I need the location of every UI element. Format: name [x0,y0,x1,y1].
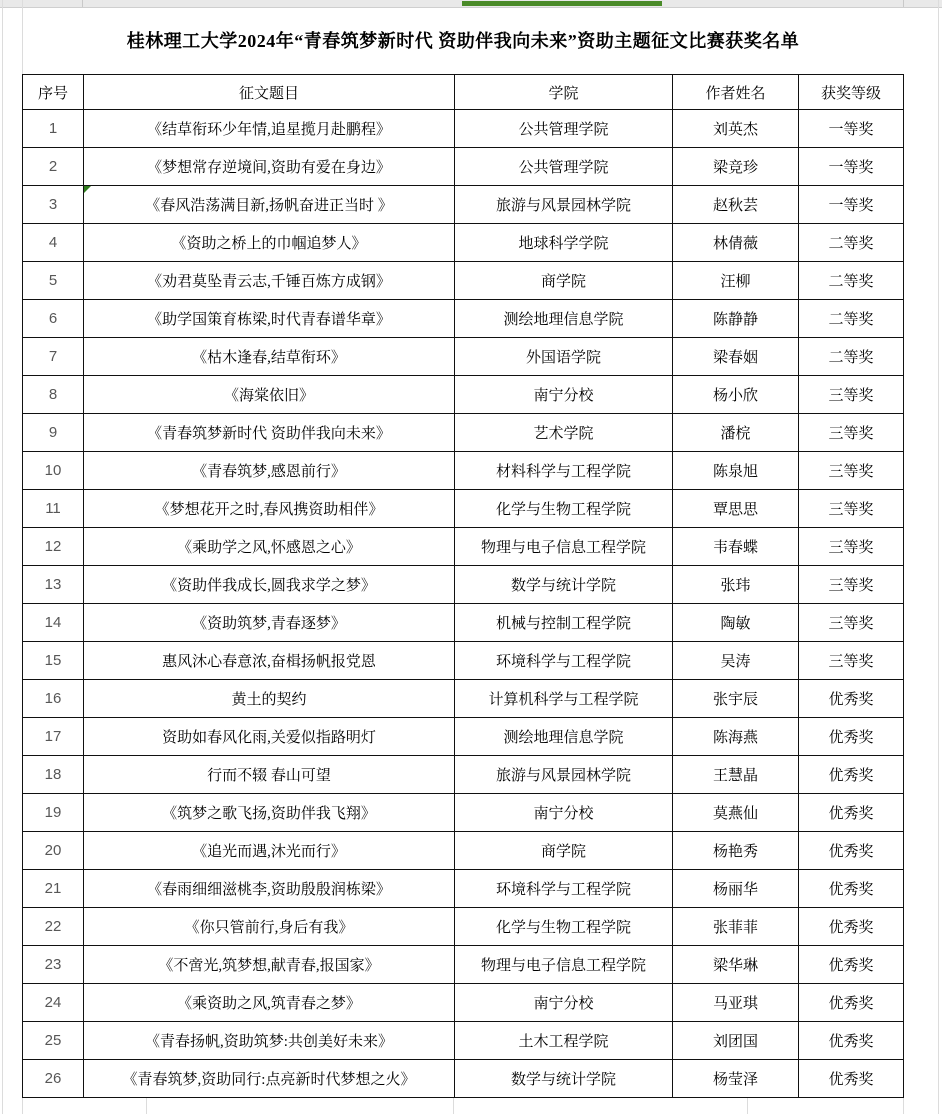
cell-author[interactable]: 杨艳秀 [673,832,799,870]
cell-title[interactable]: 《筑梦之歌飞扬,资助伴我飞翔》 [84,794,455,832]
cell-no[interactable]: 9 [23,414,84,452]
cell-no[interactable]: 3 [23,186,84,224]
cell-no[interactable]: 10 [23,452,84,490]
cell-no[interactable]: 11 [23,490,84,528]
cell-title[interactable]: 《海棠依旧》 [84,376,455,414]
cell-author[interactable]: 林倩薇 [673,224,799,262]
table-row [23,490,904,528]
cell-college[interactable]: 材料科学与工程学院 [455,452,673,490]
gridline [2,0,3,1114]
cell-college[interactable]: 南宁分校 [455,984,673,1022]
gridline [938,0,939,1114]
table-row [23,604,904,642]
cell-author[interactable]: 梁华琳 [673,946,799,984]
cell-author[interactable]: 陶敏 [673,604,799,642]
table-row [23,414,904,452]
cell-title[interactable]: 《青春扬帆,资助筑梦:共创美好未来》 [84,1022,455,1060]
cell-author[interactable]: 陈泉旭 [673,452,799,490]
cell-award[interactable]: 三等奖 [799,566,904,604]
cell-author[interactable]: 杨丽华 [673,870,799,908]
cell-author[interactable]: 潘梡 [673,414,799,452]
cell-award[interactable]: 一等奖 [799,148,904,186]
cell-college[interactable]: 旅游与风景园林学院 [455,186,673,224]
cell-no[interactable]: 15 [23,642,84,680]
cell-award[interactable]: 优秀奖 [799,1022,904,1060]
cell-award[interactable]: 二等奖 [799,338,904,376]
cell-title[interactable]: 《不啻光,筑梦想,献青春,报国家》 [84,946,455,984]
cell-title[interactable]: 《资助之桥上的巾帼追梦人》 [84,224,455,262]
gridline [903,0,904,7]
cell-college[interactable]: 测绘地理信息学院 [455,300,673,338]
cell-no[interactable]: 17 [23,718,84,756]
header-cell-title[interactable]: 征文题目 [84,75,455,110]
cell-award[interactable]: 优秀奖 [799,680,904,718]
cell-no[interactable]: 14 [23,604,84,642]
cell-author[interactable]: 刘团国 [673,1022,799,1060]
cell-title[interactable]: 《春风浩荡满目新,扬帆奋进正当时 》 [84,186,455,224]
cell-title[interactable]: 《追光而遇,沐光而行》 [84,832,455,870]
table-row [23,870,904,908]
cell-award[interactable]: 三等奖 [799,604,904,642]
cell-award[interactable]: 三等奖 [799,490,904,528]
error-indicator-triangle-icon [84,186,91,193]
table-row [23,300,904,338]
cell-college[interactable]: 测绘地理信息学院 [455,718,673,756]
cell-college[interactable]: 物理与电子信息工程学院 [455,946,673,984]
cell-college[interactable]: 数学与统计学院 [455,566,673,604]
awards-table [22,74,904,1098]
top-sheet-strip [0,0,942,8]
cell-no[interactable]: 12 [23,528,84,566]
cell-no[interactable]: 19 [23,794,84,832]
table-row [23,642,904,680]
table-row [23,110,904,148]
cell-college[interactable]: 环境科学与工程学院 [455,870,673,908]
cell-award[interactable]: 三等奖 [799,414,904,452]
header-cell-award[interactable]: 获奖等级 [799,75,904,110]
cell-college[interactable]: 数学与统计学院 [455,1060,673,1098]
cell-award[interactable]: 二等奖 [799,262,904,300]
cell-title[interactable]: 《青春筑梦,资助同行:点亮新时代梦想之火》 [84,1060,455,1098]
cell-college[interactable]: 公共管理学院 [455,148,673,186]
table-row [23,338,904,376]
cell-no[interactable]: 26 [23,1060,84,1098]
cell-title[interactable]: 《助学国策育栋梁,时代青春谱华章》 [84,300,455,338]
header-row [23,75,904,110]
cell-college[interactable]: 物理与电子信息工程学院 [455,528,673,566]
cell-title[interactable]: 《春雨细细滋桃李,资助殷殷润栋梁》 [84,870,455,908]
cell-author[interactable]: 王慧晶 [673,756,799,794]
table-row [23,756,904,794]
header-cell-college[interactable]: 学院 [455,75,673,110]
cell-award[interactable]: 优秀奖 [799,832,904,870]
cell-title[interactable]: 《梦想常存逆境间,资助有爱在身边》 [84,148,455,186]
cell-no[interactable]: 16 [23,680,84,718]
header-cell-no[interactable]: 序号 [23,75,84,110]
cell-title[interactable]: 资助如春风化雨,关爱似指路明灯 [84,718,455,756]
cell-college[interactable]: 南宁分校 [455,794,673,832]
cell-award[interactable]: 优秀奖 [799,946,904,984]
cell-college[interactable]: 商学院 [455,262,673,300]
cell-college[interactable]: 旅游与风景园林学院 [455,756,673,794]
table-row [23,1022,904,1060]
cell-award[interactable]: 二等奖 [799,300,904,338]
cell-title[interactable]: 惠风沐心春意浓,奋楫扬帆报党恩 [84,642,455,680]
header-cell-author[interactable]: 作者姓名 [673,75,799,110]
cell-award[interactable]: 三等奖 [799,452,904,490]
cell-no[interactable]: 23 [23,946,84,984]
table-row [23,832,904,870]
gridline [453,1097,454,1114]
cell-college[interactable]: 南宁分校 [455,376,673,414]
gridline [82,0,83,7]
cell-award[interactable]: 三等奖 [799,642,904,680]
cell-award[interactable]: 优秀奖 [799,908,904,946]
cell-award[interactable]: 二等奖 [799,224,904,262]
cell-no[interactable]: 8 [23,376,84,414]
table-row [23,376,904,414]
cell-author[interactable]: 张玮 [673,566,799,604]
cell-award[interactable]: 优秀奖 [799,718,904,756]
cell-author[interactable]: 赵秋芸 [673,186,799,224]
cell-award[interactable]: 一等奖 [799,110,904,148]
cell-title[interactable]: 行而不辍 春山可望 [84,756,455,794]
cell-award[interactable]: 优秀奖 [799,984,904,1022]
cell-no[interactable]: 5 [23,262,84,300]
selection-border-fragment [462,1,662,6]
cell-no[interactable]: 1 [23,110,84,148]
cell-title[interactable]: 《青春筑梦新时代 资助伴我向未来》 [84,414,455,452]
table-row [23,148,904,186]
cell-title[interactable]: 《乘助学之风,怀感恩之心》 [84,528,455,566]
cell-title[interactable]: 《枯木逢春,结草衔环》 [84,338,455,376]
cell-title[interactable]: 黄土的契约 [84,680,455,718]
cell-title[interactable]: 《青春筑梦,感恩前行》 [84,452,455,490]
cell-no[interactable]: 2 [23,148,84,186]
cell-author[interactable]: 马亚琪 [673,984,799,1022]
cell-college[interactable]: 外国语学院 [455,338,673,376]
cell-author[interactable]: 韦春蝶 [673,528,799,566]
cell-award[interactable]: 一等奖 [799,186,904,224]
cell-author[interactable]: 汪柳 [673,262,799,300]
cell-college[interactable]: 地球科学学院 [455,224,673,262]
cell-author[interactable]: 刘英杰 [673,110,799,148]
cell-author[interactable]: 吴涛 [673,642,799,680]
cell-title[interactable]: 《资助筑梦,青春逐梦》 [84,604,455,642]
page-title[interactable]: 桂林理工大学2024年“青春筑梦新时代 资助伴我向未来”资助主题征文比赛获奖名单 [126,31,800,51]
cell-college[interactable]: 机械与控制工程学院 [455,604,673,642]
table-row [23,262,904,300]
table-header [23,75,904,110]
cell-college[interactable]: 土木工程学院 [455,1022,673,1060]
table-row [23,946,904,984]
cell-title[interactable]: 《劝君莫坠青云志,千锤百炼方成钢》 [84,262,455,300]
cell-college[interactable]: 环境科学与工程学院 [455,642,673,680]
cell-author[interactable]: 莫燕仙 [673,794,799,832]
cell-author[interactable]: 梁竞珍 [673,148,799,186]
cell-college[interactable]: 计算机科学与工程学院 [455,680,673,718]
table-body [23,110,904,1098]
cell-author[interactable]: 张宇辰 [673,680,799,718]
cell-no[interactable]: 13 [23,566,84,604]
table-row [23,984,904,1022]
gridline [903,1097,904,1114]
table-row [23,528,904,566]
cell-award[interactable]: 优秀奖 [799,1060,904,1098]
cell-no[interactable]: 4 [23,224,84,262]
cell-title[interactable]: 《你只管前行,身后有我》 [84,908,455,946]
cell-college[interactable]: 艺术学院 [455,414,673,452]
cell-award[interactable]: 优秀奖 [799,794,904,832]
cell-no[interactable]: 25 [23,1022,84,1060]
cell-title[interactable]: 《资助伴我成长,圆我求学之梦》 [84,566,455,604]
cell-no[interactable]: 22 [23,908,84,946]
cell-no[interactable]: 24 [23,984,84,1022]
cell-author[interactable]: 覃思思 [673,490,799,528]
table-row [23,224,904,262]
cell-author[interactable]: 梁春姻 [673,338,799,376]
cell-author[interactable]: 杨小欣 [673,376,799,414]
gridline [747,1097,748,1114]
cell-no[interactable]: 21 [23,870,84,908]
table-row [23,566,904,604]
cell-no[interactable]: 7 [23,338,84,376]
cell-no[interactable]: 18 [23,756,84,794]
cell-author[interactable]: 杨莹泽 [673,1060,799,1098]
cell-title[interactable]: 《结草衔环少年情,追星揽月赴鹏程》 [84,110,455,148]
cell-title[interactable]: 《乘资助之风,筑青春之梦》 [84,984,455,1022]
table-row [23,186,904,224]
table-row [23,452,904,490]
cell-college[interactable]: 化学与生物工程学院 [455,490,673,528]
table-row [23,680,904,718]
cell-college[interactable]: 公共管理学院 [455,110,673,148]
table-row [23,1060,904,1098]
table-row [23,794,904,832]
table-row [23,908,904,946]
table-row [23,718,904,756]
cell-author[interactable]: 陈海燕 [673,718,799,756]
cell-title[interactable]: 《梦想花开之时,春风携资助相伴》 [84,490,455,528]
cell-college[interactable]: 商学院 [455,832,673,870]
gridline [146,1097,147,1114]
cell-author[interactable]: 张菲菲 [673,908,799,946]
cell-no[interactable]: 6 [23,300,84,338]
cell-no[interactable]: 20 [23,832,84,870]
cell-award[interactable]: 三等奖 [799,376,904,414]
cell-college[interactable]: 化学与生物工程学院 [455,908,673,946]
cell-award[interactable]: 三等奖 [799,528,904,566]
cell-award[interactable]: 优秀奖 [799,756,904,794]
cell-award[interactable]: 优秀奖 [799,870,904,908]
cell-author[interactable]: 陈静静 [673,300,799,338]
